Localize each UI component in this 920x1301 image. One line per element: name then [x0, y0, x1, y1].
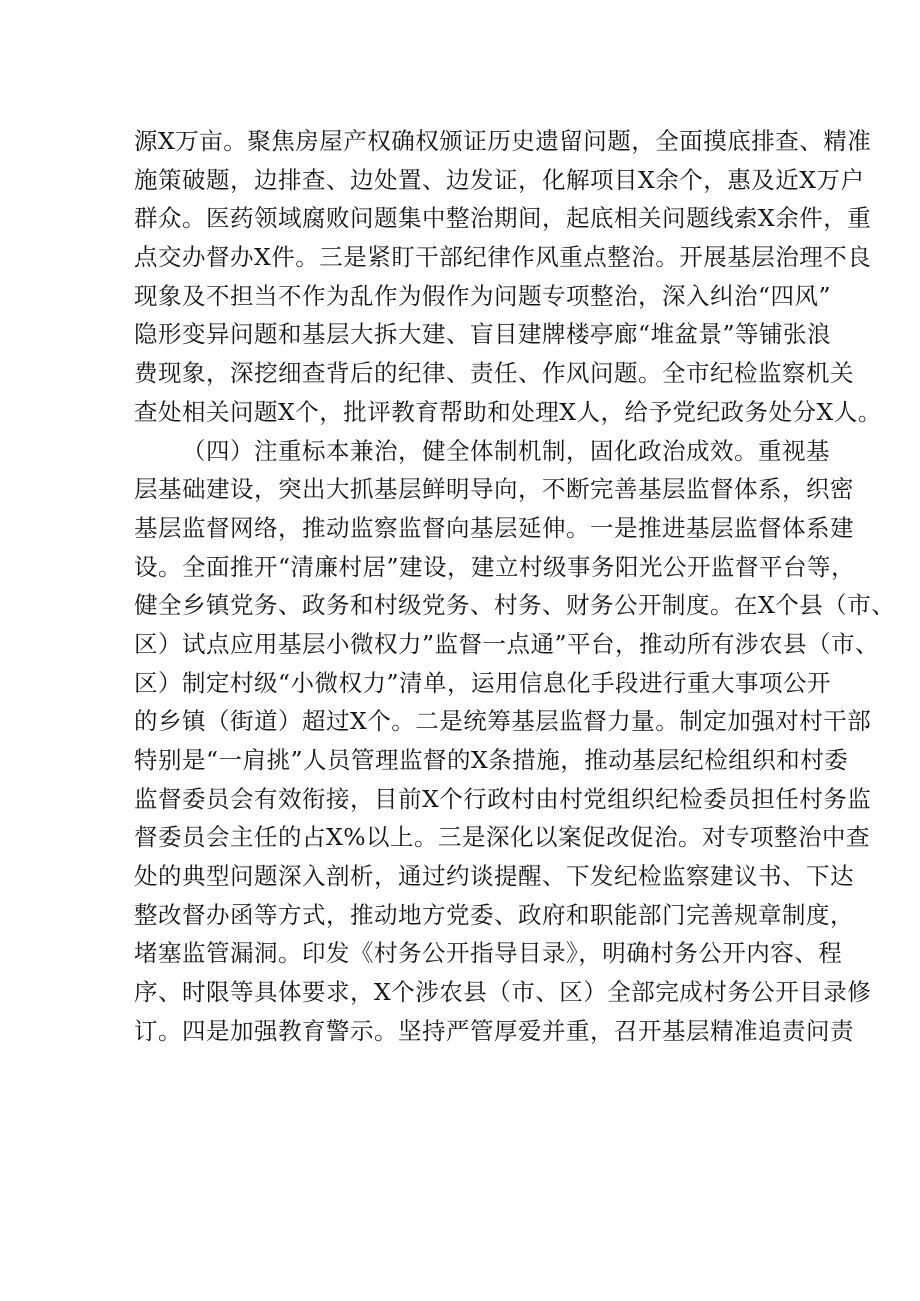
text-line: 点交办督办X件。三是紧盯干部纪律作风重点整治。开展基层治理不良 — [134, 243, 872, 272]
text-line: 查处相关问题X个，批评教育帮助和处理X人，给予党纪政务处分X人。 — [134, 397, 882, 426]
section-heading-line: （四）注重标本兼治，健全体制机制，固化政治成效。重视基 — [182, 436, 830, 465]
text-line: 处的典型问题深入剖析，通过约谈提醒、下发纪检监察建议书、下达 — [134, 862, 854, 891]
text-line: 现象及不担当不作为乱作为假作为问题专项整治，深入纠治“四风” — [134, 281, 832, 310]
text-line: 隐形变异问题和基层大拆大建、盲目建牌楼亭廊“堆盆景”等铺张浪 — [134, 320, 832, 349]
text-line: 堵塞监管漏洞。印发《村务公开指导目录》，明确村务公开内容、程 — [134, 939, 843, 968]
text-line: 特别是“一肩挑”人员管理监督的X条措施，推动基层纪检组织和村委 — [134, 746, 849, 774]
body-text — [134, 122, 896, 1051]
text-line: 健全乡镇党务、政务和村级党务、村务、财务公开制度。在X个县（市、 — [134, 591, 896, 620]
text-line: 设。全面推开“清廉村居”建设，建立村级事务阳光公开监督平台等， — [134, 552, 856, 581]
text-line: 监督委员会有效衔接，目前X个行政村由村党组织纪检委员担任村务监 — [134, 784, 872, 813]
text-line: 施策破题，边排查、边处置、边发证，化解项目X余个，惠及近X万户 — [134, 165, 865, 194]
text-line: 督委员会主任的占X%以上。三是深化以案促改促治。对专项整治中查 — [134, 823, 871, 852]
text-line: 的乡镇（街道）超过X个。二是统筹基层监督力量。制定加强对村干部 — [134, 707, 872, 736]
text-line: 整改督办函等方式，推动地方党委、政府和职能部门完善规章制度， — [134, 900, 854, 929]
text-line: 订。四是加强教育警示。坚持严管厚爱并重，召开基层精准追责问责 — [134, 1016, 854, 1045]
text-line: 源X万亩。聚焦房屋产权确权颁证历史遗留问题，全面摸底排查、精准 — [134, 127, 872, 155]
text-line: 群众。医药领域腐败问题集中整治期间，起底相关问题线索X余件，重 — [134, 204, 872, 233]
text-line: 层基础建设，突出大抓基层鲜明导向，不断完善基层监督体系，织密 — [134, 475, 854, 504]
text-line: 序、时限等具体要求，X个涉农县（市、区）全部完成村务公开目录修 — [134, 978, 872, 1007]
text-line: 基层监督网络，推动监察监督向基层延伸。一是推进基层监督体系建 — [134, 513, 854, 542]
text-line: 区）制定村级“小微权力”清单，运用信息化手段进行重大事项公开 — [134, 668, 832, 697]
text-line: 区）试点应用基层小微权力”监督一点通”平台，推动所有涉农县（市、 — [134, 629, 880, 658]
text-line: 费现象，深挖细查背后的纪律、责任、作风问题。全市纪检监察机关 — [134, 359, 854, 388]
